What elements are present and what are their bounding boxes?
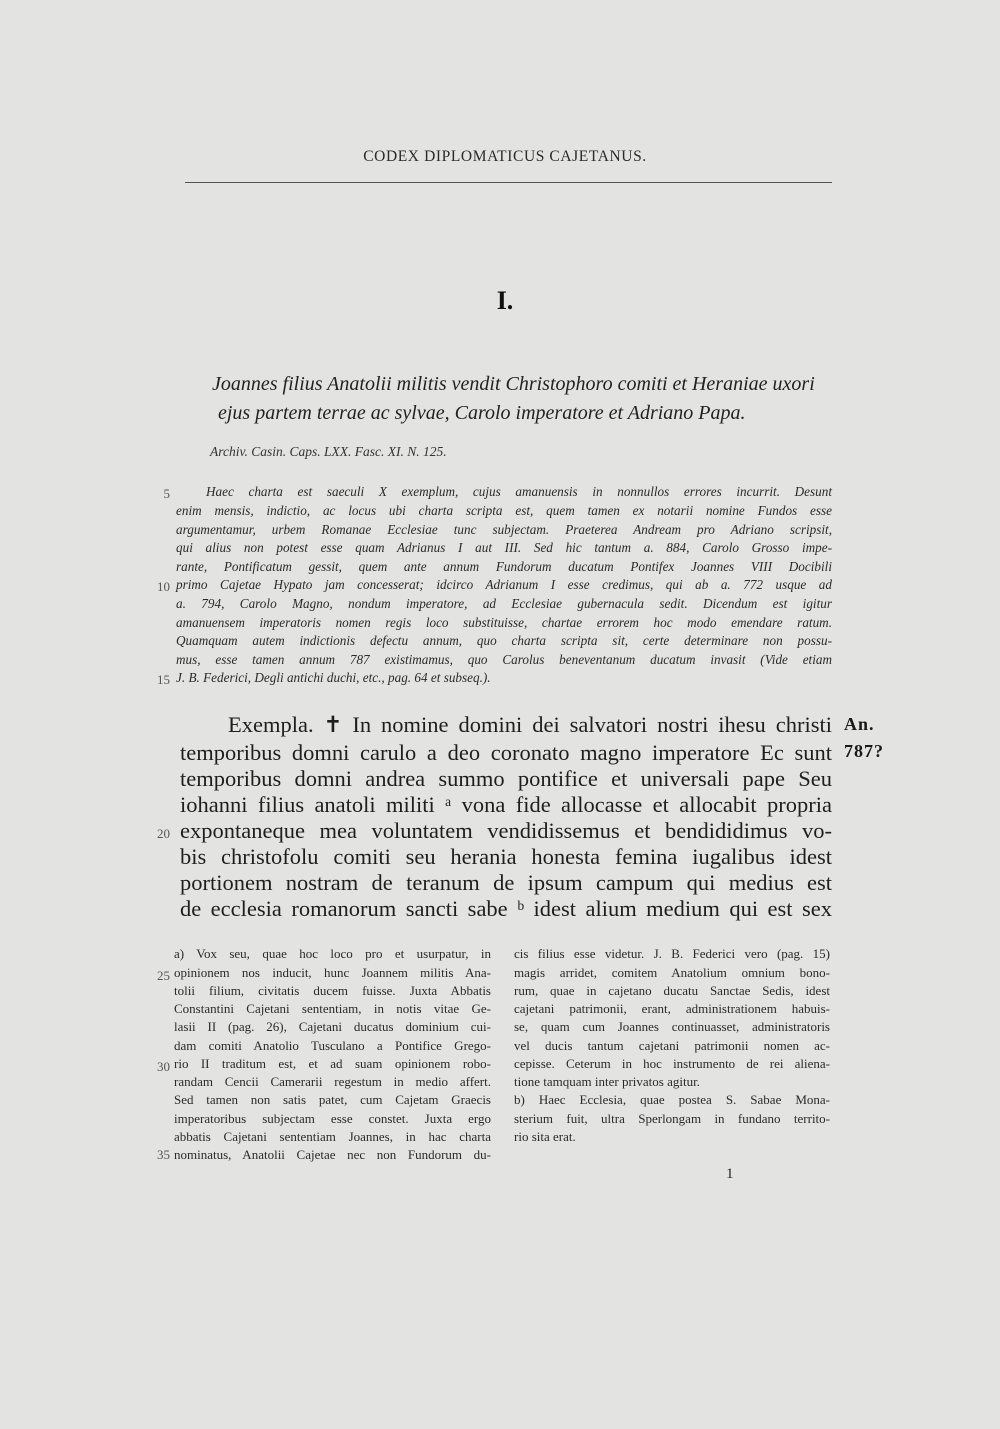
archive-reference: Archiv. Casin. Caps. LXX. Fasc. XI. N. 125. [210,444,447,459]
exempla-line: expontaneque mea voluntatem vendidissemus et bendididimus vo- [180,818,832,843]
line-number: 5 [163,486,170,501]
footnote-line: tione tamquam inter privatos agitur. [514,1074,700,1089]
exempla-line: temporibus domni carulo a deo coronato magno imperatore Ec sunt [180,740,832,765]
footnote-line: rio II traditum est, et ad suam opinionem robo- [174,1056,491,1071]
intro-line: Quamquam autem indictionis defectu annum, quo charta scripta sit, certe determinare non possu- [176,633,832,648]
footnote-line: b) Haec Ecclesia, quae postea S. Sabae Mona- [514,1092,830,1107]
intro-line: argumentamur, urbem Romanae Ecclesiae tunc subjectam. Praeterea Andream pro Adriano scripsit, [176,522,832,537]
footnote-line: abbatis Cajetani sententiam Joannes, in hac charta [174,1129,491,1144]
intro-line: J. B. Federici, Degli antichi duchi, etc., pag. 64 et subseq.). [176,670,491,685]
footnote-line: rum, quae in cajetano ducatu Sanctae Sedis, idest [514,983,830,998]
exempla-line: temporibus domni andrea summo pontifice et universali pape Seu [180,766,832,791]
line-number: 20 [157,826,170,841]
intro-line: rante, Pontificatum gessit, quem ante annum Fundorum ducatum Pontifex Joannes VIII Docibili [176,559,832,574]
footnote-line: sterium fuit, ultra Sperlongam in fundano territo- [514,1111,830,1126]
intro-line: amanuensem imperatoris nomen regis loco substituisse, chartae errorem hoc modo emendare ratum. [176,615,832,630]
footnote-line: rio sita erat. [514,1129,576,1144]
footnote-line: Sed tamen non satis patet, cum Cajetam Graecis [174,1092,491,1107]
footnote-line: cepisse. Ceterum in hoc instrumento de rei aliena- [514,1056,830,1071]
footnote-line: opinionem nos inducit, hunc Joannem militis Ana- [174,965,491,980]
intro-line: a. 794, Carolo Magno, nondum imperatore, ad Ecclesiae gubernacula sedit. Dicendum est igitur [176,596,832,611]
footnote-line: lasii II (pag. 26), Cajetani ducatus dominium cui- [174,1019,491,1034]
footnote-line: vel ducis tantum cajetani patrimonii nomen ac- [514,1038,830,1053]
footnote-line: a) Vox seu, quae hoc loco pro et usurpatur, in [174,946,491,961]
line-number: 15 [157,672,170,687]
footnote-line: cis filius esse videtur. J. B. Federici vero (pag. 15) [514,946,830,961]
footnote-line: imperatoribus subjectam esse constet. Juxta ergo [174,1111,491,1126]
intro-line: primo Cajetae Hypato jam concesserat; idcirco Adrianum I esse credimus, qui ab a. 772 usque ad [176,577,832,592]
footnote-line: dam comiti Anatolio Tusculano a Pontifice Grego- [174,1038,491,1053]
page-number: 1 [726,1166,734,1182]
exempla-line: portionem nostram de teranum de ipsum campum qui medius est [180,870,832,895]
line-number: 35 [157,1147,170,1162]
exempla-line: iohanni filius anatoli militi ᵃ vona fide allocasse et allocabit propria [180,792,832,817]
header-rule [185,182,832,183]
exempla-line: Exempla. ✝ In nomine domini dei salvatori nostri ihesu christi [228,712,832,737]
exempla-line: de ecclesia romanorum sancti sabe ᵇ idest alium medium qui est sex [180,896,832,921]
footnote-line: cajetani patrimonii, erant, administrationem habuis- [514,1001,830,1016]
intro-line: enim mensis, indictio, ac locus ubi charta scripta est, quem tamen ex notarii nomine Fundos esse [176,503,832,518]
intro-line: mus, esse tamen annum 787 existimamus, quo Carolus beneventanum ducatum invasit (Vide etiam [176,652,832,667]
exempla-line: bis christofolu comiti seu herania honesta femina iugalibus idest [180,844,832,869]
summary-line: ejus partem terrae ac sylvae, Carolo imperatore et Adriano Papa. [218,402,746,424]
footnote-line: se, quam cum Joannes continuasset, administratoris [514,1019,830,1034]
year-note: 787? [844,741,884,761]
line-number: 30 [157,1059,170,1074]
document-number: I. [496,286,514,315]
line-number: 10 [157,579,170,594]
footnote-line: tolii filium, civitatis ducem fuisse. Juxta Abbatis [174,983,491,998]
year-note: An. [844,714,875,734]
intro-line: Haec charta est saeculi X exemplum, cujus amanuensis in nonnullos errores incurrit. Desunt [206,484,832,499]
footnote-line: nominatus, Anatolii Cajetae nec non Fundorum du- [174,1147,491,1162]
intro-line: qui alius non potest esse quam Adrianus I aut III. Sed hic tantum a. 884, Carolo Grosso impe- [176,540,832,555]
summary-line: Joannes filius Anatolii militis vendit Christophoro comiti et Heraniae uxori [212,373,815,395]
running-head: CODEX DIPLOMATICUS CAJETANUS. [363,148,647,165]
footnote-line: randam Cencii Camerarii regestum in medio affert. [174,1074,491,1089]
footnote-line: Constantini Cajetani sententiam, in notis vitae Ge- [174,1001,491,1016]
line-number: 25 [157,968,170,983]
footnote-line: magis arridet, comitem Anatolium omnium bono- [514,965,830,980]
